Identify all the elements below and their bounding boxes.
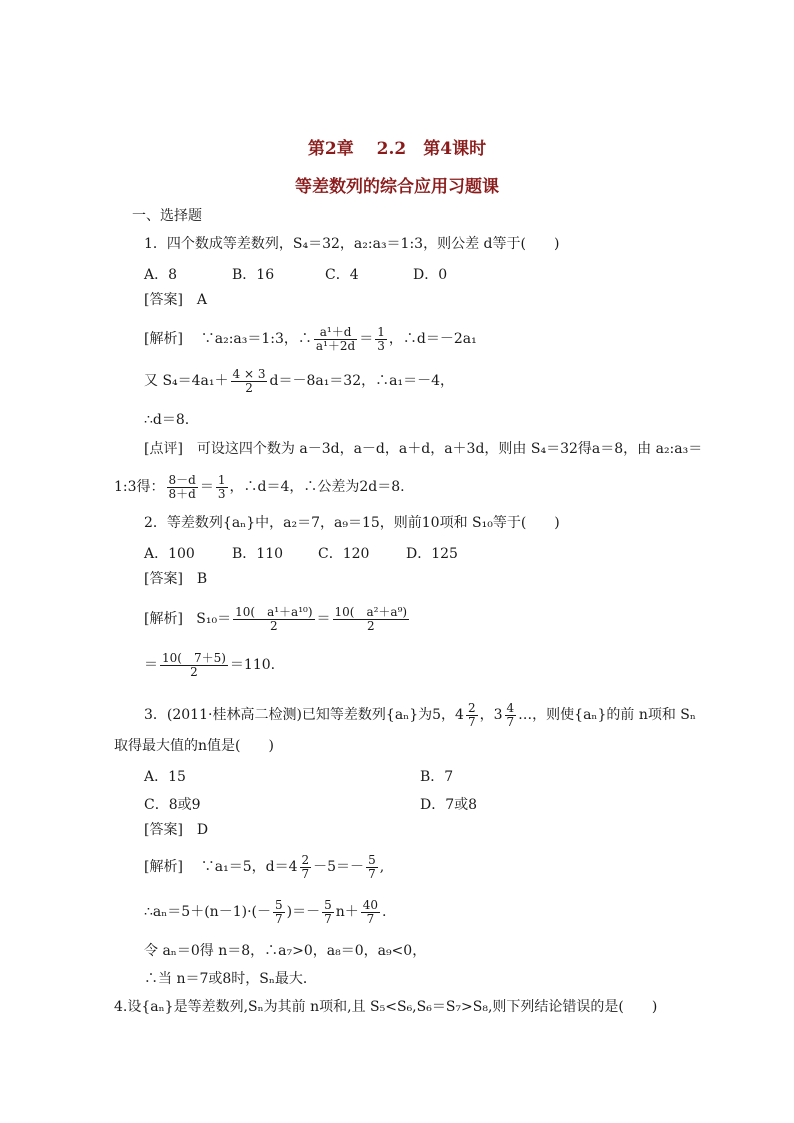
q1-stem: 1．四个数成等差数列，S₄＝32，a₂:a₃＝1:3，则公差 d等于( ): [144, 236, 560, 252]
fraction: $\frac{4 \times 3}{2}$: [232, 366, 266, 395]
q2-option-c: C．120: [318, 546, 370, 562]
text: ＝110.: [229, 657, 276, 673]
q3-analysis-line1: [144, 850, 384, 884]
q1-option-b: B．16: [232, 267, 275, 283]
text: ∵a₂:a₃＝1:3，∴: [200, 331, 312, 347]
text: .: [382, 904, 387, 920]
text: …，则使{aₙ}的前 n项和 Sₙ: [518, 707, 696, 723]
q2-answer: [答案] B: [144, 571, 208, 587]
fraction: $\frac{2}{7}$: [301, 852, 310, 881]
text: －5＝－: [313, 859, 365, 875]
analysis-label: [解析]: [144, 331, 183, 347]
fraction: $\frac{\text{10( a²＋a⁹)}}{2}$: [334, 604, 408, 633]
text: ＝: [144, 657, 158, 673]
q1-comment-line1: [点评] 可设这四个数为 a－3d，a－d，a＋d，a＋3d，则由 S₄＝32得a＝8，由 a₂:a₃＝: [144, 441, 703, 457]
fraction: $\frac{2}{7}$: [467, 700, 476, 729]
fraction: $\frac{1}{3}$: [217, 472, 226, 501]
text: ＝: [359, 331, 374, 347]
q3-analysis-line3: 令 aₙ＝0得 n＝8，∴a₇>0，a₈＝0，a₉<0，: [144, 943, 427, 959]
text: ，∴d＝－2a₁: [388, 331, 477, 347]
text: ，∴d＝4，∴公差为2d＝8.: [229, 479, 405, 495]
fraction: $\frac{5}{7}$: [368, 852, 376, 881]
text: d＝－8a₁＝32，∴a₁＝－4，: [269, 373, 454, 389]
fraction: $\frac{8-d}{8+d}$: [168, 472, 196, 501]
q3-stem-line2: 取得最大值的n值是( ): [114, 738, 274, 754]
text: )＝－: [286, 904, 321, 920]
fraction: $\frac{\text{a¹＋d}}{\text{a¹＋2d}}$: [315, 324, 356, 353]
q1-analysis-line2: [144, 364, 454, 398]
fraction: $\frac{5}{7}$: [324, 897, 332, 926]
q4-stem: 4.设{aₙ}是等差数列,Sₙ为其前 n项和,且 S₅<S₆,S₆＝S₇>S₈,则下列结论错误的是( ): [114, 999, 658, 1015]
q3-answer: [答案] D: [144, 822, 209, 838]
text: 3．(2011·桂林高二检测)已知等差数列{aₙ}为5，4: [144, 707, 464, 723]
text: ＝: [316, 611, 331, 627]
q2-analysis-line1: [144, 600, 411, 638]
q3-option-b: B．7: [420, 769, 454, 785]
text: ,: [379, 859, 385, 875]
analysis-label: [解析]: [144, 859, 183, 875]
q2-option-a: A．100: [144, 546, 195, 562]
text: 1:3得：: [114, 479, 165, 495]
fraction: $\frac{10( 7+5)}{2}$: [162, 650, 226, 679]
fraction: $\frac{1}{3}$: [377, 324, 385, 353]
q1-option-d: D．0: [413, 267, 448, 283]
text: n＋: [335, 904, 359, 920]
q3-option-a: A．15: [144, 769, 186, 785]
text: ∴aₙ＝5＋(n－1)·(－: [144, 904, 271, 920]
q3-option-d: D．7或8: [420, 797, 478, 813]
q1-analysis-line1: [144, 322, 477, 356]
chapter-heading: 第2章 2.2 第4课时: [307, 139, 487, 159]
q1-comment-line2: [114, 470, 405, 504]
q2-stem: 2．等差数列{aₙ}中，a₂＝7，a₉＝15，则前10项和 S₁₀等于( ): [144, 515, 560, 531]
q3-analysis-line4: ∴当 n＝7或8时，Sₙ最大．: [144, 971, 317, 987]
text: ∵a₁＝5，d＝4: [200, 859, 298, 875]
section-heading: 一、选择题: [132, 208, 202, 224]
fraction: $\frac{40}{7}$: [362, 897, 379, 926]
text: S₁₀＝: [196, 611, 232, 627]
q1-analysis-line3: ∴d＝8.: [144, 412, 190, 428]
q1-option-a: A．8: [144, 267, 178, 283]
q1-option-c: C．4: [325, 267, 359, 283]
q2-option-d: D．125: [406, 546, 458, 562]
analysis-label: [解析]: [144, 611, 183, 627]
text: ＝: [199, 479, 214, 495]
q3-stem-line1: [144, 696, 696, 734]
q1-answer: [答案] A: [144, 292, 208, 308]
text: 又 S₄＝4a₁＋: [144, 373, 229, 389]
q3-option-c: C．8或9: [144, 797, 201, 813]
q3-analysis-line2: [144, 895, 387, 929]
text: ，3: [479, 707, 503, 723]
fraction: $\frac{4}{7}$: [506, 700, 515, 729]
q2-analysis-line2: [144, 646, 275, 684]
q2-option-b: B．110: [232, 546, 284, 562]
lesson-title: 等差数列的综合应用习题课: [295, 177, 499, 197]
fraction: $\frac{\text{10( a¹＋a¹⁰)}}{2}$: [235, 604, 313, 633]
fraction: $\frac{5}{7}$: [274, 897, 283, 926]
